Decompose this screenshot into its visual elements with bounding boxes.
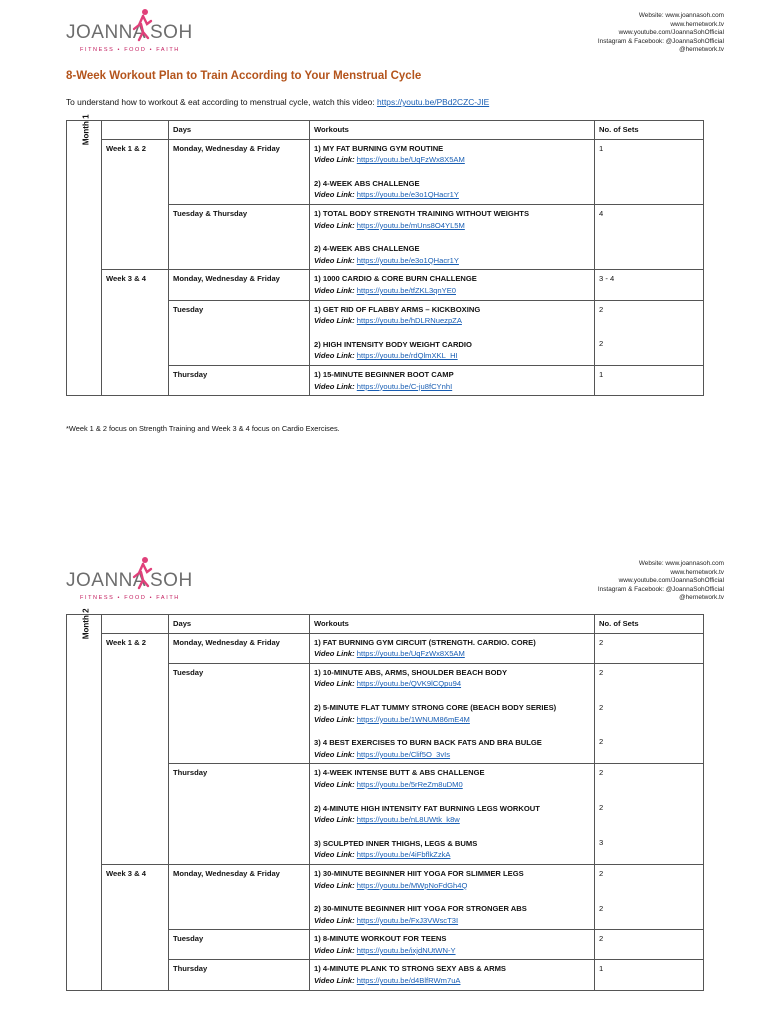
- contact-info: [598, 12, 724, 55]
- contact-youtube: www.youtube.com/JoannaSohOfficial: [618, 29, 724, 37]
- video-link-label: Video Link:: [314, 316, 355, 326]
- contact-website: Website: www.joannasoh.com: [638, 560, 724, 567]
- workout-item: [314, 803, 590, 826]
- footnote: *Week 1 & 2 focus on Strength Training and Week 3 & 4 focus on Cardio Exercises.: [66, 424, 340, 433]
- workout-title: 1) TOTAL BODY STRENGTH TRAINING WITHOUT WEIGHTS: [314, 208, 530, 218]
- workouts-cell: [310, 663, 595, 764]
- table-row: [67, 270, 704, 300]
- workout-title: 1) 4-WEEK INTENSE BUTT & ABS CHALLENGE: [314, 768, 485, 778]
- video-link-label: Video Link:: [314, 815, 355, 825]
- video-link[interactable]: https://youtu.be/C-ju8fCYnhI: [356, 381, 453, 391]
- document-page-2: [0, 548, 768, 1024]
- sets-value: 2: [599, 304, 604, 314]
- video-link-label: Video Link:: [314, 915, 355, 925]
- day-cell: Tuesday & Thursday: [169, 204, 310, 269]
- workouts-cell: [310, 633, 595, 663]
- video-link-line: [314, 714, 590, 726]
- sets-value: 2: [599, 702, 604, 712]
- video-link-label: Video Link:: [314, 779, 355, 789]
- sets-column-header: No. of Sets: [595, 615, 704, 634]
- workout-title: 1) 8-MINUTE WORKOUT FOR TEENS: [314, 934, 447, 944]
- workouts-column-header: Workouts: [310, 615, 595, 634]
- sets-cell: [595, 930, 704, 960]
- sets-value: 1: [599, 369, 604, 379]
- workout-title: 1) 15-MINUTE BEGINNER BOOT CAMP: [314, 369, 454, 379]
- video-link-label: Video Link:: [314, 649, 355, 659]
- video-link-line: [314, 880, 590, 892]
- month-label: Month 2: [81, 608, 91, 640]
- document-page-1: [0, 0, 768, 500]
- sets-cell: [595, 633, 704, 663]
- contact-website: Website: www.joannasoh.com: [638, 12, 724, 19]
- workout-title: 2) 30-MINUTE BEGINNER HIIT YOGA FOR STRONGER ABS: [314, 904, 527, 914]
- video-link[interactable]: https://youtu.be/rdQlmXKL_HI: [356, 351, 458, 361]
- logo-name-left: JOANNA: [66, 22, 147, 43]
- workout-item: [314, 767, 590, 790]
- workout-item: [314, 273, 590, 296]
- workouts-cell: [310, 139, 595, 204]
- sets-value: 2: [599, 934, 604, 944]
- video-link-line: [314, 189, 590, 201]
- video-link-line: [314, 315, 590, 327]
- workout-item: [314, 933, 590, 956]
- logo-name-left: JOANNA: [66, 570, 147, 591]
- workout-title: 2) 4-WEEK ABS CHALLENGE: [314, 244, 420, 254]
- table-row: [67, 864, 704, 929]
- day-cell: Tuesday: [169, 663, 310, 764]
- video-link-label: Video Link:: [314, 155, 355, 165]
- video-link[interactable]: https://youtu.be/tfZKL3qnYE0: [356, 285, 456, 295]
- workout-title: 2) HIGH INTENSITY BODY WEIGHT CARDIO: [314, 339, 472, 349]
- video-link-line: [314, 154, 590, 166]
- day-cell: Tuesday: [169, 930, 310, 960]
- intro-sentence: To understand how to workout & eat according to menstrual cycle, watch this video:: [66, 97, 377, 107]
- sets-cell: [595, 270, 704, 300]
- intro-video-link[interactable]: https://youtu.be/PBd2CZC-JIE: [376, 97, 490, 107]
- day-cell: Monday, Wednesday & Friday: [169, 633, 310, 663]
- workouts-cell: [310, 204, 595, 269]
- day-cell: Monday, Wednesday & Friday: [169, 139, 310, 204]
- sets-value: [599, 177, 699, 189]
- video-link-label: Video Link:: [314, 381, 355, 391]
- days-column-header: Days: [169, 615, 310, 634]
- month-label: Month 1: [81, 114, 91, 146]
- sets-value: 3 - 4: [599, 274, 615, 284]
- contact-social: Instagram & Facebook: @JoannaSohOfficial: [597, 585, 724, 593]
- contact-hernetwork: www.hernetwork.tv: [670, 568, 724, 576]
- contact-social: Instagram & Facebook: @JoannaSohOfficial: [597, 37, 724, 45]
- workout-title: 1) GET RID OF FLABBY ARMS – KICKBOXING: [314, 304, 481, 314]
- running-woman-icon: [130, 556, 154, 590]
- intro-text: [66, 97, 489, 107]
- sets-value: 2: [599, 803, 604, 813]
- workout-item: [314, 667, 590, 690]
- video-link[interactable]: https://youtu.be/MWpNoFdGh4Q: [356, 880, 468, 890]
- table-row: [67, 633, 704, 663]
- video-link[interactable]: https://youtu.be/nL8UWtk_k8w: [356, 815, 460, 825]
- sets-value: 4: [599, 208, 604, 218]
- workouts-column-header: Workouts: [310, 121, 595, 140]
- video-link-label: Video Link:: [314, 880, 355, 890]
- sets-cell: [595, 960, 704, 990]
- workouts-cell: [310, 365, 595, 395]
- video-link-line: [314, 779, 590, 791]
- day-cell: Thursday: [169, 764, 310, 865]
- sets-value: 2: [599, 737, 604, 747]
- sets-cell: [595, 365, 704, 395]
- video-link-line: [314, 849, 590, 861]
- joanna-soh-logo: [66, 552, 191, 610]
- workout-item: [314, 702, 590, 725]
- week-header-cell: [102, 615, 169, 634]
- video-link[interactable]: https://youtu.be/ixjdNUtWN-Y: [356, 945, 456, 955]
- workout-title: 2) 4-MINUTE HIGH INTENSITY FAT BURNING LEGS WORKOUT: [314, 803, 540, 813]
- video-link-line: [314, 749, 590, 761]
- workout-item: [314, 243, 590, 266]
- logo-tagline: FITNESS • FOOD • FAITH: [80, 595, 180, 601]
- joanna-soh-logo: [66, 4, 191, 62]
- video-link-label: Video Link:: [314, 351, 355, 361]
- video-link-line: [314, 285, 590, 297]
- sets-cell: [595, 663, 704, 764]
- video-link-line: [314, 915, 590, 927]
- sets-value: 2: [599, 768, 604, 778]
- sets-column-header: No. of Sets: [595, 121, 704, 140]
- month-header-cell: [67, 608, 102, 991]
- workout-title: 1) FAT BURNING GYM CIRCUIT (STRENGTH. CARDIO. CORE): [314, 637, 536, 647]
- workout-item: [314, 208, 590, 231]
- workout-item: [314, 369, 590, 392]
- workout-item: [314, 963, 590, 986]
- day-cell: Tuesday: [169, 300, 310, 365]
- running-woman-icon: [130, 8, 154, 42]
- workout-title: 1) 1000 CARDIO & CORE BURN CHALLENGE: [314, 274, 477, 284]
- video-link-label: Video Link:: [314, 220, 355, 230]
- video-link[interactable]: https://youtu.be/d4BlfRWm7uA: [356, 976, 461, 986]
- workout-title: 2) 4-WEEK ABS CHALLENGE: [314, 178, 420, 188]
- video-link-line: [314, 648, 590, 660]
- video-link[interactable]: https://youtu.be/Clif5O_3vIs: [356, 749, 451, 759]
- contact-info: [598, 560, 724, 603]
- logo-name-right: SOH: [150, 22, 193, 43]
- workouts-cell: [310, 960, 595, 990]
- workouts-cell: [310, 930, 595, 960]
- week-header-cell: [102, 121, 169, 140]
- workouts-cell: [310, 864, 595, 929]
- contact-youtube: www.youtube.com/JoannaSohOfficial: [618, 577, 724, 585]
- table-header-row: [67, 615, 704, 634]
- days-column-header: Days: [169, 121, 310, 140]
- video-link[interactable]: https://youtu.be/mUns8O4YL5M: [356, 220, 465, 230]
- sets-value: 2: [599, 637, 604, 647]
- video-link-label: Video Link:: [314, 679, 355, 689]
- video-link[interactable]: https://youtu.be/e3o1QHacr1Y: [356, 190, 459, 200]
- workout-item: [314, 838, 590, 861]
- week-label: Week 3 & 4: [102, 864, 169, 990]
- workout-title: 1) MY FAT BURNING GYM ROUTINE: [314, 143, 444, 153]
- video-link-label: Video Link:: [314, 285, 355, 295]
- contact-hernetwork-handle: @hernetwork.tv: [679, 594, 724, 602]
- workout-item: [314, 339, 590, 362]
- video-link-label: Video Link:: [314, 850, 355, 860]
- day-cell: Thursday: [169, 365, 310, 395]
- document-title: 8-Week Workout Plan to Train According to Your Menstrual Cycle: [66, 70, 422, 82]
- workout-title: 1) 30-MINUTE BEGINNER HIIT YOGA FOR SLIMMER LEGS: [314, 868, 524, 878]
- sets-value: 1: [599, 143, 604, 153]
- sets-cell: [595, 764, 704, 865]
- video-link-line: [314, 814, 590, 826]
- logo-tagline: FITNESS • FOOD • FAITH: [80, 47, 180, 53]
- video-link-line: [314, 678, 590, 690]
- contact-hernetwork-handle: @hernetwork.tv: [679, 46, 724, 54]
- table-header-row: [67, 121, 704, 140]
- sets-value: 2: [599, 667, 604, 677]
- workout-item: [314, 737, 590, 760]
- video-link-label: Video Link:: [314, 714, 355, 724]
- week-label: Week 1 & 2: [102, 633, 169, 864]
- workout-item: [314, 637, 590, 660]
- workout-item: [314, 903, 590, 926]
- video-link-line: [314, 350, 590, 362]
- workouts-cell: [310, 300, 595, 365]
- workout-item: [314, 178, 590, 201]
- workouts-cell: [310, 270, 595, 300]
- month-header-cell: [67, 114, 102, 396]
- contact-hernetwork: www.hernetwork.tv: [670, 20, 724, 28]
- video-link[interactable]: https://youtu.be/5rReZm8uDM0: [356, 779, 463, 789]
- sets-value: 2: [599, 903, 604, 913]
- video-link[interactable]: https://youtu.be/UqFzWx8X5AM: [356, 649, 465, 659]
- logo-name-right: SOH: [150, 570, 193, 591]
- workout-title: 2) 5-MINUTE FLAT TUMMY STRONG CORE (BEACH BODY SERIES): [314, 702, 557, 712]
- video-link[interactable]: https://youtu.be/hDLRNuezpZA: [356, 316, 462, 326]
- sets-cell: [595, 204, 704, 269]
- day-cell: Monday, Wednesday & Friday: [169, 270, 310, 300]
- sets-value: [599, 243, 699, 255]
- workout-plan-table-month-1: [66, 114, 704, 396]
- video-link-label: Video Link:: [314, 749, 355, 759]
- workout-title: 1) 10-MINUTE ABS, ARMS, SHOULDER BEACH BODY: [314, 667, 508, 677]
- video-link[interactable]: https://youtu.be/e3o1QHacr1Y: [356, 255, 459, 265]
- sets-cell: [595, 864, 704, 929]
- video-link-label: Video Link:: [314, 190, 355, 200]
- video-link-label: Video Link:: [314, 255, 355, 265]
- week-label: Week 1 & 2: [102, 139, 169, 270]
- video-link-line: [314, 975, 590, 987]
- video-link-line: [314, 945, 590, 957]
- sets-value: 3: [599, 837, 604, 847]
- workouts-cell: [310, 764, 595, 865]
- video-link-label: Video Link:: [314, 976, 355, 986]
- sets-cell: [595, 300, 704, 365]
- sets-value: 2: [599, 868, 604, 878]
- sets-cell: [595, 139, 704, 204]
- video-link-line: [314, 255, 590, 267]
- video-link[interactable]: https://youtu.be/4iFbflkZzkA: [356, 850, 451, 860]
- sets-value: 1: [599, 964, 604, 974]
- video-link[interactable]: https://youtu.be/QVK9lCQpu94: [356, 679, 462, 689]
- video-link[interactable]: https://youtu.be/1WNUM86mE4M: [356, 714, 470, 724]
- workout-item: [314, 143, 590, 166]
- week-label: Week 3 & 4: [102, 270, 169, 396]
- day-cell: Monday, Wednesday & Friday: [169, 864, 310, 929]
- video-link[interactable]: https://youtu.be/UqFzWx8X5AM: [356, 155, 465, 165]
- day-cell: Thursday: [169, 960, 310, 990]
- video-link[interactable]: https://youtu.be/FxJ3VWscT3I: [356, 915, 459, 925]
- sets-value: 2: [599, 339, 604, 349]
- video-link-line: [314, 220, 590, 232]
- table-row: [67, 139, 704, 204]
- workout-item: [314, 868, 590, 891]
- workout-title: 1) 4-MINUTE PLANK TO STRONG SEXY ABS & ARMS: [314, 964, 506, 974]
- workout-plan-table-month-2: [66, 608, 704, 991]
- video-link-line: [314, 381, 590, 393]
- workout-title: 3) SCULPTED INNER THIGHS, LEGS & BUMS: [314, 838, 478, 848]
- workout-item: [314, 304, 590, 327]
- workout-title: 3) 4 BEST EXERCISES TO BURN BACK FATS AND BRA BULGE: [314, 738, 542, 748]
- video-link-label: Video Link:: [314, 945, 355, 955]
